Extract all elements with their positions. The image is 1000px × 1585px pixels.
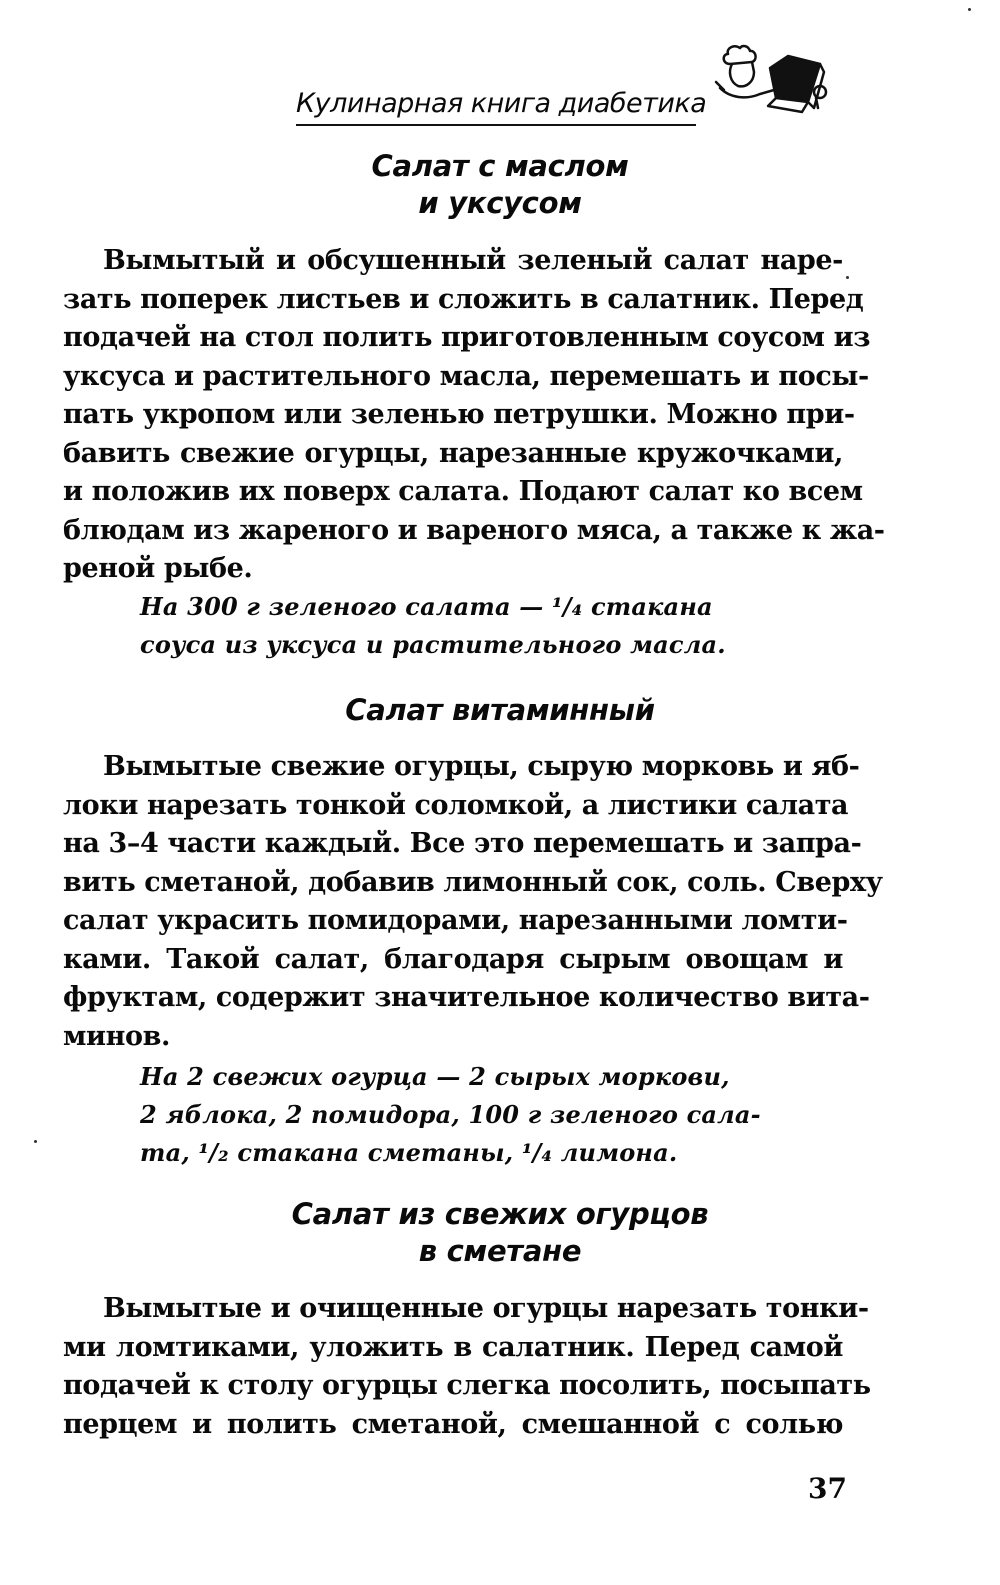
scan-speck <box>34 1140 37 1143</box>
ingredient-line: соуса из уксуса и растительного масла. <box>140 630 726 659</box>
chef-logo-icon <box>712 42 842 120</box>
ingredient-line: та, ¹/₂ стакана сметаны, ¹/₄ лимона. <box>140 1138 678 1167</box>
title-line: Салат из свежих огурцов <box>291 1197 709 1231</box>
running-title: Кулинарная книга диабетика <box>296 88 707 119</box>
header-rule <box>296 124 696 126</box>
text-line: и положив их поверх салата. Подают салат ко всем <box>63 476 863 507</box>
title-line: Салат витаминный <box>345 693 655 727</box>
ingredient-line: 2 яблока, 2 помидора, 100 г зеленого сала- <box>140 1100 761 1129</box>
title-line: в сметане <box>418 1234 582 1268</box>
ingredient-line: На 2 свежих огурца — 2 сырых моркови, <box>140 1062 730 1091</box>
page-number: 37 <box>808 1472 847 1505</box>
text-line: подачей к столу огурцы слегка посолить, посыпать <box>63 1370 871 1401</box>
text-line: Вымытые свежие огурцы, сырую морковь и яб- <box>103 751 860 782</box>
text-line: блюдам из жареного и вареного мяса, а также к жа- <box>63 514 885 546</box>
running-header <box>296 88 707 128</box>
text-line: на 3–4 части каждый. Все это перемешать и запра- <box>63 828 862 859</box>
text-line: минов. <box>63 1020 171 1052</box>
recipe-description <box>63 1290 871 1444</box>
ingredient-line: На 300 г зеленого салата — ¹/₄ стакана <box>140 592 713 621</box>
text-line: Вымытые и очищенные огурцы нарезать тонки- <box>103 1293 869 1324</box>
recipe-description <box>63 748 883 1056</box>
ingredient-list <box>140 1058 800 1172</box>
text-line: перцем и полить сметаной, смешанной с солью <box>63 1408 843 1440</box>
ingredient-list <box>140 588 800 664</box>
text-line: локи нарезать тонкой соломкой, а листики салата <box>63 789 849 821</box>
scan-speck <box>846 276 849 279</box>
text-line: ками. Такой салат, благодаря сырым овощам и <box>63 943 843 975</box>
text-line: ми ломтиками, уложить в салатник. Перед самой <box>63 1331 843 1363</box>
text-line: вить сметаной, добавив лимонный сок, соль. Сверху <box>63 866 883 898</box>
recipe-description <box>63 242 885 589</box>
recipe-title <box>0 1196 1000 1270</box>
text-line: подачей на стол полить приготовленным соусом из <box>63 322 871 353</box>
text-line: зать поперек листьев и сложить в салатник. Перед <box>63 283 864 315</box>
text-line: реной рыбе. <box>63 553 253 584</box>
text-line: бавить свежие огурцы, нарезанные кружочками, <box>63 437 843 469</box>
text-line: пать укропом или зеленью петрушки. Можно при- <box>63 399 855 430</box>
text-line: салат украсить помидорами, нарезанными ломти- <box>63 905 848 936</box>
recipe-title <box>0 692 1000 729</box>
text-line: Вымытый и обсушенный зеленый салат наре- <box>103 245 843 276</box>
text-line: уксуса и растительного масла, перемешать и посы- <box>63 360 869 392</box>
text-line: фруктам, содержит значительное количество вита- <box>63 982 870 1013</box>
title-line: и уксусом <box>418 186 582 220</box>
scan-speck <box>968 8 971 11</box>
title-line: Салат с маслом <box>371 149 629 183</box>
recipe-title <box>0 148 1000 222</box>
